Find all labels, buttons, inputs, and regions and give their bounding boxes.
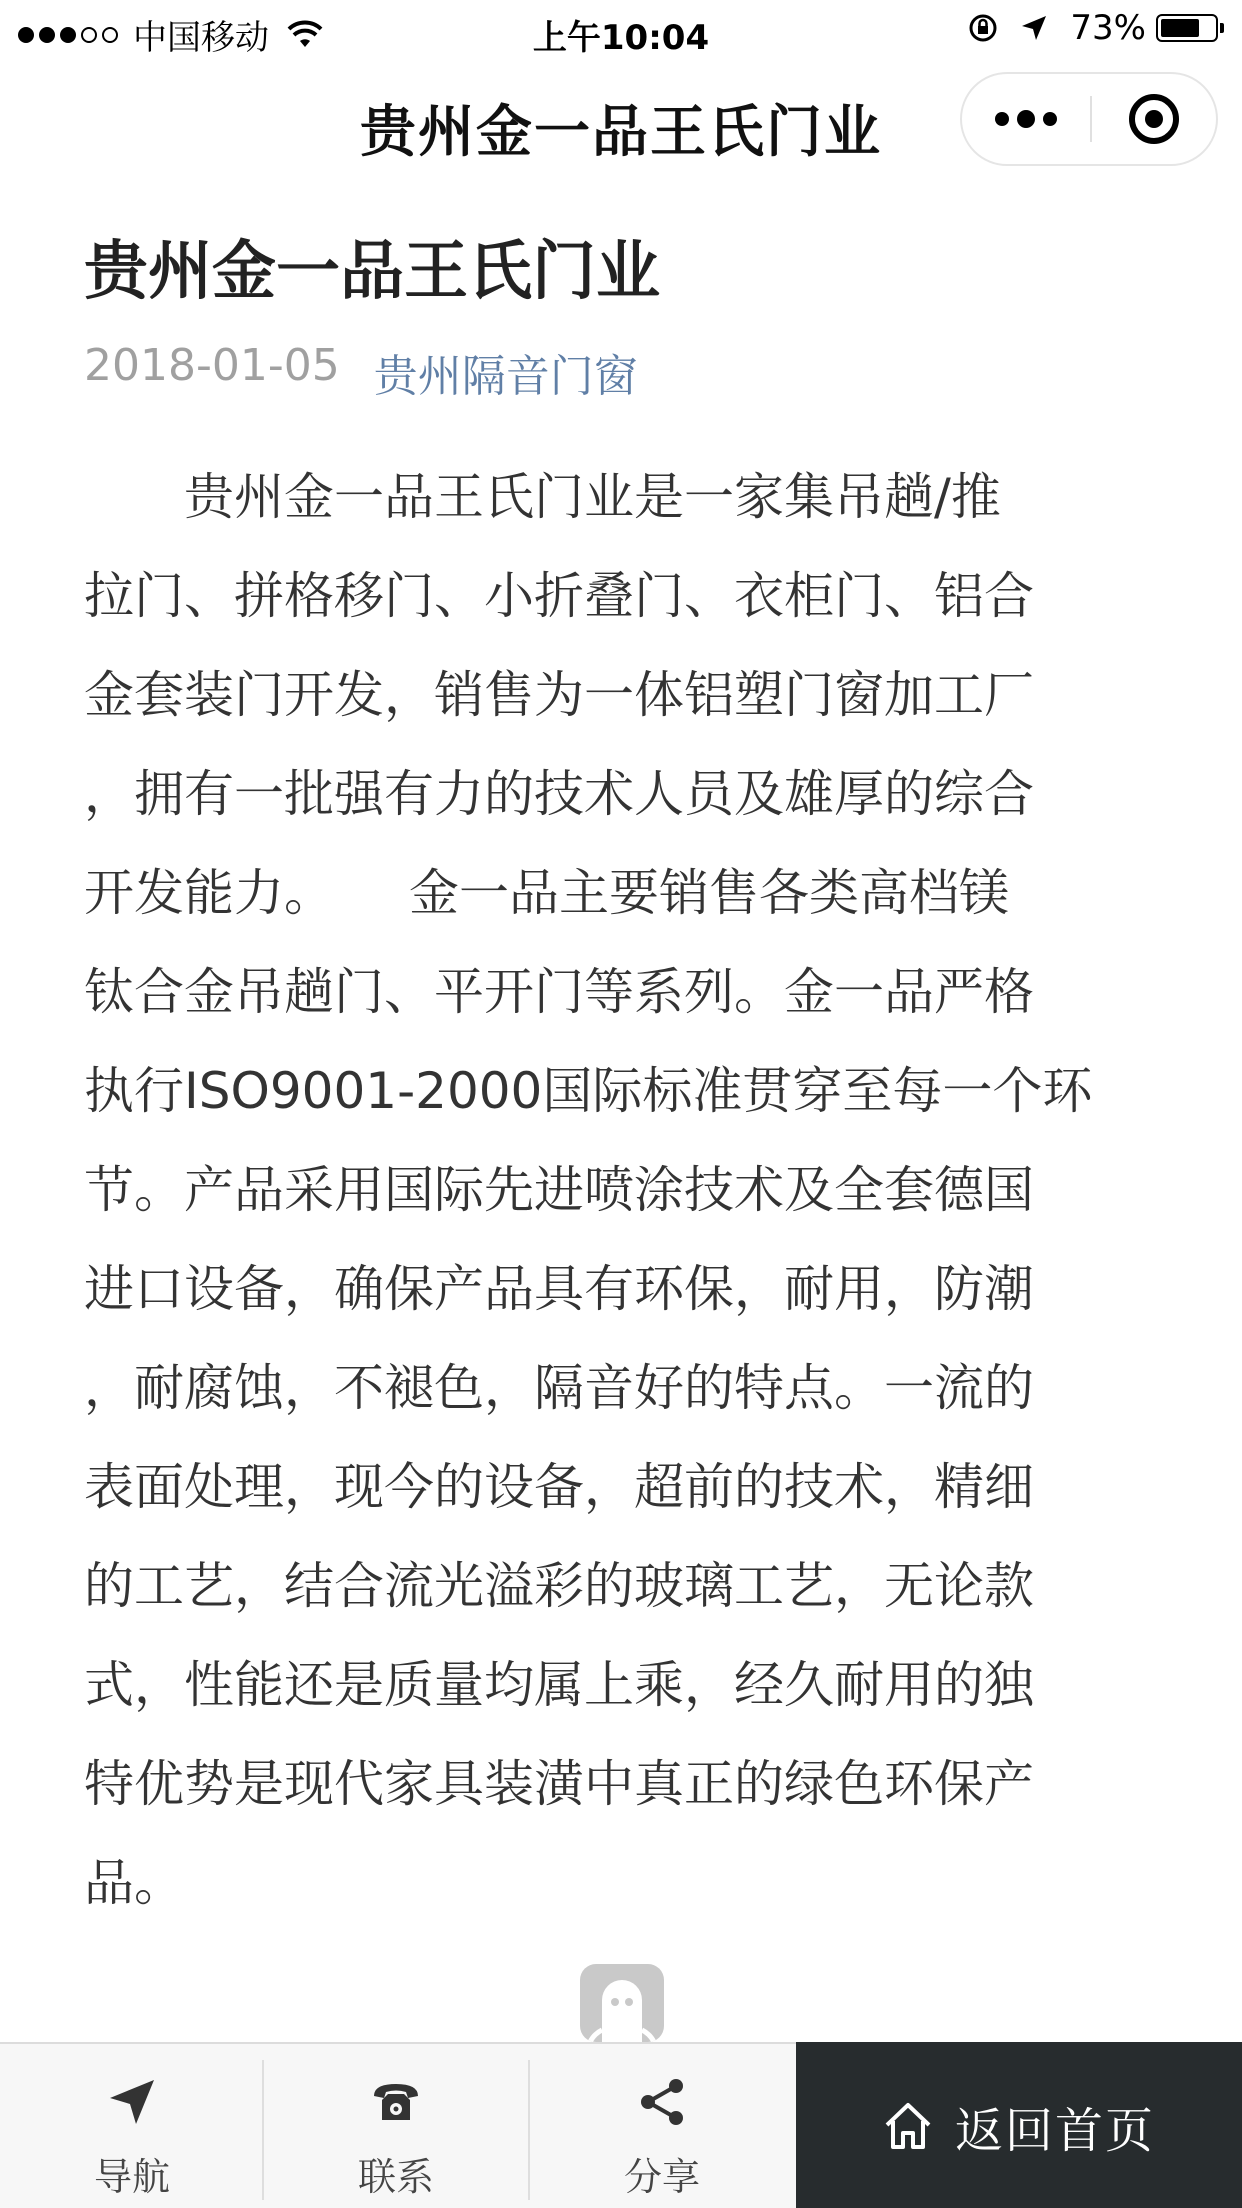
article-line: 开发能力。 金一品主要销售各类高档镁 [84, 864, 1009, 922]
more-menu-button[interactable] [962, 74, 1090, 164]
share-icon [636, 2076, 688, 2128]
article-line: 贵州金一品王氏门业是一家集吊趟/推 [84, 468, 1001, 526]
article-line: 钛合金吊趟门、平开门等系列。金一品严格 [84, 963, 1034, 1021]
article-line: ，拥有一批强有力的技术人员及雄厚的综合 [84, 765, 1034, 823]
nav-bar [0, 60, 1242, 190]
back-home-label: 返回首页 [954, 2102, 1155, 2159]
contact-tab[interactable] [264, 2044, 528, 2208]
article-line: 进口设备，确保产品具有环保，耐用，防潮 [84, 1260, 1034, 1318]
navigate-label: 导航 [93, 2155, 170, 2199]
category-link[interactable]: 贵州隔音门窗 [373, 351, 638, 402]
telephone-icon [370, 2080, 422, 2124]
mini-program-capsule [960, 72, 1218, 166]
article-line: 品。 [84, 1854, 184, 1912]
article-meta [84, 340, 638, 404]
mascot-float-button[interactable] [580, 1964, 664, 2042]
back-home-button[interactable] [796, 2042, 1242, 2208]
article-line: 的工艺，结合流光溢彩的玻璃工艺，无论款 [84, 1557, 1034, 1615]
close-program-button[interactable] [1092, 74, 1216, 164]
status-time: 上午10:04 [532, 18, 710, 58]
navigate-tab[interactable] [0, 2044, 264, 2208]
article-date: 2018-01-05 [84, 340, 340, 391]
rotation-lock-icon [968, 13, 998, 43]
battery-percent: 73% [1070, 8, 1146, 48]
ghost-icon [580, 1964, 664, 2042]
contact-label: 联系 [357, 2155, 434, 2199]
article-line: 式，性能还是质量均属上乘，经久耐用的独 [84, 1656, 1034, 1714]
article-line: 节。产品采用国际先进喷涂技术及全套德国 [84, 1161, 1034, 1219]
home-icon [883, 2101, 933, 2151]
article-line: 表面处理，现今的设备，超前的技术，精细 [84, 1458, 1034, 1516]
article-title: 贵州金一品王氏门业 [84, 235, 660, 309]
article-line: 金套装门开发，销售为一体铝塑门窗加工厂 [84, 666, 1034, 724]
bottom-action-bar [0, 2042, 1242, 2208]
carrier-name: 中国移动 [133, 18, 269, 58]
article-line: ，耐腐蚀，不褪色，隔音好的特点。一流的 [84, 1359, 1034, 1417]
navigation-arrow-icon [106, 2076, 158, 2128]
status-bar [0, 0, 1242, 60]
article-body [84, 448, 1164, 1933]
article-line: 特优势是现代家具装潢中真正的绿色环保产 [84, 1755, 1034, 1813]
article-line: 拉门、拼格移门、小折叠门、衣柜门、铝合 [84, 567, 1034, 625]
share-tab[interactable] [530, 2044, 794, 2208]
battery-icon [1156, 14, 1224, 42]
target-icon [1129, 94, 1179, 144]
status-right [968, 8, 1224, 48]
article-line: 执行ISO9001-2000国际标准贯穿至每一个环 [84, 1062, 1093, 1120]
nav-title: 贵州金一品王氏门业 [360, 100, 882, 165]
location-arrow-icon [1020, 14, 1048, 42]
share-label: 分享 [623, 2155, 700, 2199]
